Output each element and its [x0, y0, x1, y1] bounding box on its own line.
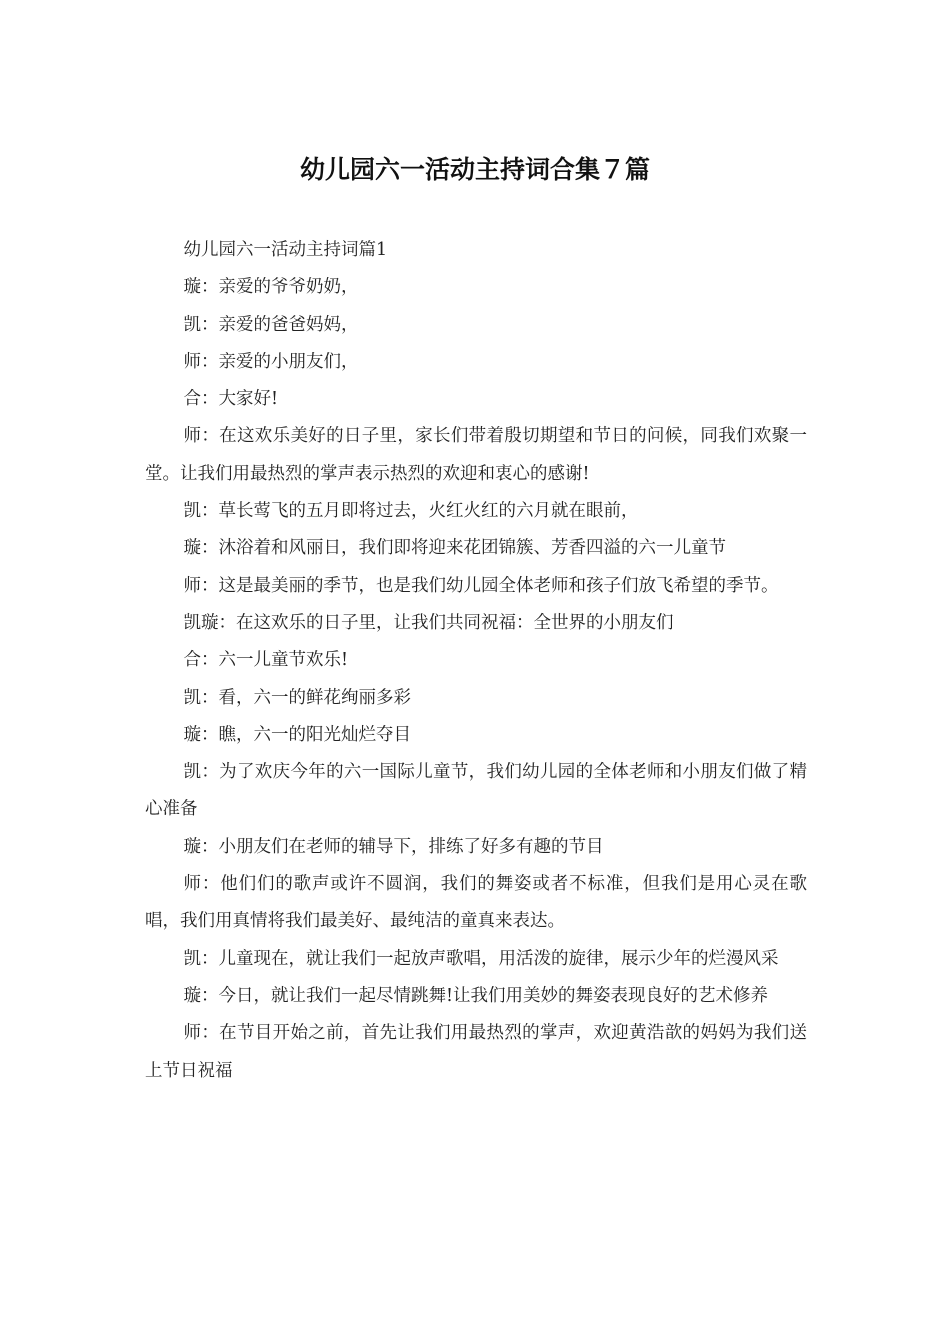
paragraph: 凯：草长莺飞的五月即将过去，火红火红的六月就在眼前，	[183, 501, 639, 522]
paragraph-section-heading: 幼儿园六一活动主持词篇1	[183, 240, 388, 260]
paragraph: 璇：瞧，六一的阳光灿烂夺目	[183, 724, 411, 745]
paragraph: 璇：小朋友们在老师的辅导下，排练了好多有趣的节目	[183, 836, 604, 857]
paragraph: 璇：今日，就让我们一起尽情跳舞!让我们用美妙的舞姿表现良好的艺术修养	[183, 985, 769, 1006]
paragraph: 师：亲爱的小朋友们，	[183, 351, 359, 372]
paragraph: 凯璇：在这欢乐的日子里，让我们共同祝福：全世界的小朋友们	[183, 612, 674, 633]
document-body	[145, 232, 807, 1090]
paragraph: 璇：亲爱的爷爷奶奶，	[183, 277, 359, 298]
paragraph: 凯：亲爱的爸爸妈妈，	[183, 314, 359, 335]
paragraph: 凯：为了欢庆今年的六一国际儿童节，我们幼儿园的全体老师和小朋友们做了精心准备	[145, 762, 807, 820]
paragraph: 师：在这欢乐美好的日子里，家长们带着殷切期望和节日的问候，同我们欢聚一堂。让我们用最热烈的掌声表示热烈的欢迎和衷心的感谢!	[145, 426, 807, 484]
paragraph: 凯：儿童现在，就让我们一起放声歌唱，用活泼的旋律，展示少年的烂漫风采	[183, 948, 779, 969]
document-title: 幼儿园六一活动主持词合集７篇	[299, 155, 650, 184]
paragraph: 合：大家好!	[183, 389, 279, 410]
paragraph: 师：他们们的歌声或许不圆润，我们的舞姿或者不标准，但我们是用心灵在歌唱，我们用真情将我们最美好、最纯洁的童真来表达。	[145, 874, 807, 932]
paragraph: 合：六一儿童节欢乐!	[183, 650, 349, 671]
paragraph: 璇：沐浴着和风丽日，我们即将迎来花团锦簇、芳香四溢的六一儿童节	[183, 538, 726, 559]
paragraph: 师：这是最美丽的季节，也是我们幼儿园全体老师和孩子们放飞希望的季节。	[183, 575, 779, 596]
paragraph: 师：在节目开始之前，首先让我们用最热烈的掌声，欢迎黄浩歆的妈妈为我们送上节日祝福	[145, 1023, 807, 1081]
paragraph: 凯：看，六一的鲜花绚丽多彩	[183, 687, 411, 708]
